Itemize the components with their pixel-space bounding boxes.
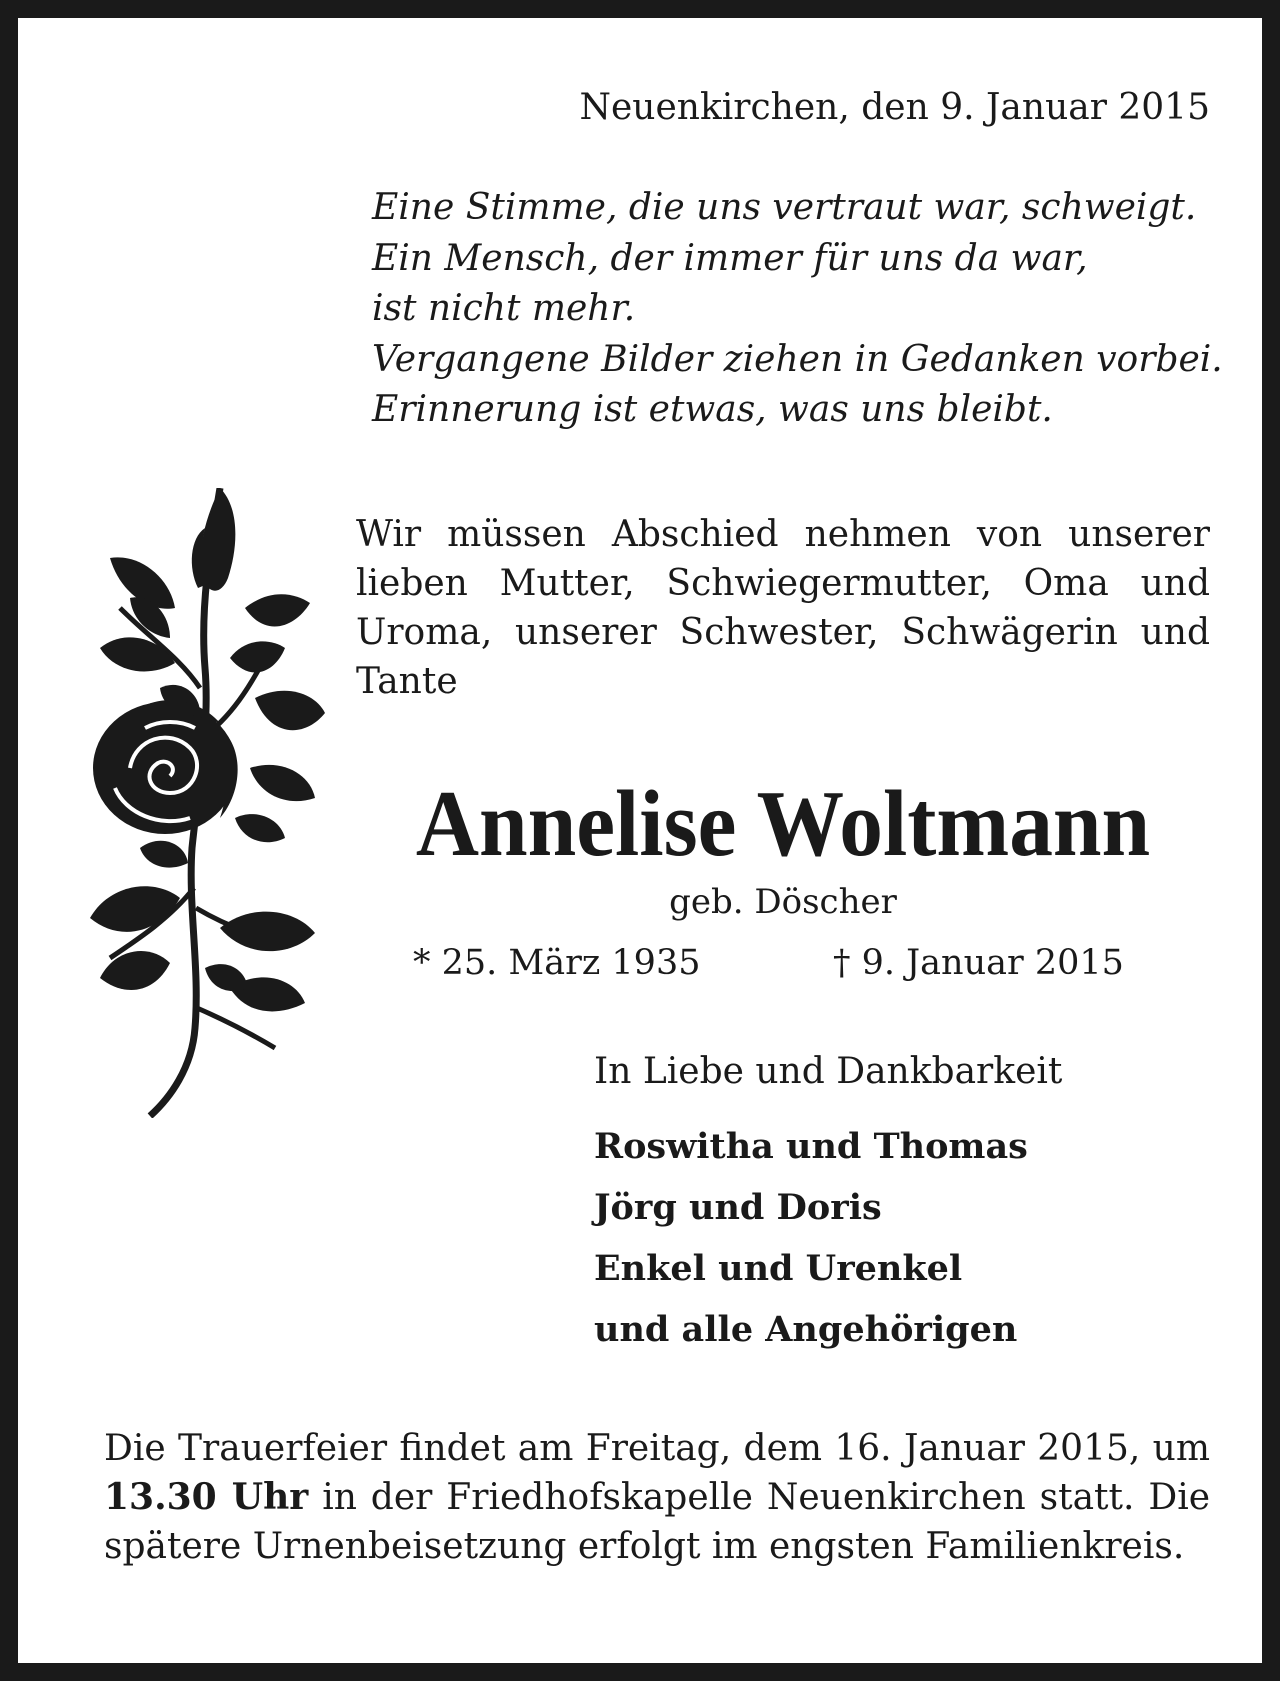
- service-details: [104, 1424, 1210, 1571]
- birth-date: * 25. März 1935: [413, 943, 701, 983]
- poem: [372, 183, 1222, 436]
- poem-line: Ein Mensch, der immer für uns da war,: [372, 237, 1088, 279]
- mourners-list: [594, 1116, 1028, 1360]
- poem-line: Erinnerung ist etwas, was uns bleibt.: [372, 389, 1053, 430]
- rose-icon: [70, 488, 332, 1118]
- farewell-intro: Wir müssen Abschied nehmen von unserer lieben Mutter, Schwiegermutter, Oma und Uroma, unserer Schwester, Schwägerin und Tante: [356, 514, 1210, 702]
- poem-line: Vergangene Bilder ziehen in Gedanken vorbei.: [372, 338, 1223, 380]
- service-text-after: in der Friedhofskapelle Neuenkirchen statt. Die spätere Urnenbeisetzung erfolgt im engsten Familienkreis.: [104, 1477, 1211, 1567]
- service-text-before: Die Trauerfeier findet am Freitag, dem 16. Januar 2015, um: [104, 1428, 1210, 1469]
- place-date-line: Neuenkirchen, den 9. Januar 2015: [579, 87, 1210, 128]
- poem-line: Eine Stimme, die uns vertraut war, schweigt.: [372, 187, 1197, 228]
- mourners-heading: In Liebe und Dankbarkeit: [594, 1051, 1063, 1092]
- mourner-name: Enkel und Urenkel: [594, 1248, 963, 1289]
- deceased-name: Annelise Woltmann: [415, 772, 1151, 876]
- mourner-name: Jörg und Doris: [594, 1187, 882, 1228]
- mourner-name: und alle Angehörigen: [594, 1309, 1018, 1350]
- poem-line: ist nicht mehr.: [372, 288, 636, 329]
- death-date: † 9. Januar 2015: [833, 943, 1124, 983]
- mourner-name: Roswitha und Thomas: [594, 1126, 1028, 1167]
- service-time: 13.30 Uhr: [104, 1476, 309, 1518]
- maiden-name: geb. Döscher: [669, 882, 897, 922]
